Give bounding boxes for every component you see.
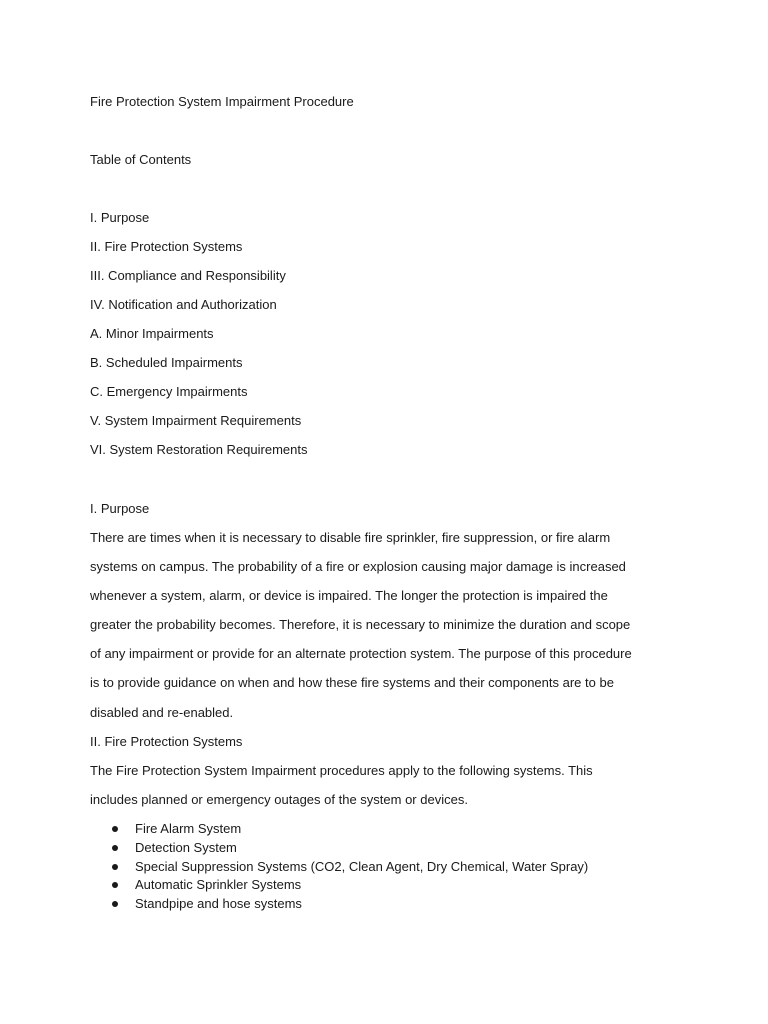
toc-item: C. Emergency Impairments (90, 384, 248, 399)
toc-item: IV. Notification and Authorization (90, 297, 277, 312)
list-item: Fire Alarm System (90, 821, 588, 840)
bullet-icon (112, 901, 118, 907)
list-item: Special Suppression Systems (CO2, Clean Agent, Dry Chemical, Water Spray) (90, 859, 588, 878)
paragraph-line: includes planned or emergency outages of the system or devices. (90, 792, 468, 807)
section-heading-purpose: I. Purpose (90, 501, 150, 516)
bullet-icon (112, 864, 118, 870)
paragraph-line: The Fire Protection System Impairment procedures apply to the following systems. This (90, 763, 593, 778)
toc-item: I. Purpose (90, 210, 150, 225)
toc-item: III. Compliance and Responsibility (90, 268, 286, 283)
section-heading-fire-protection-systems: II. Fire Protection Systems (90, 734, 243, 749)
toc-item: B. Scheduled Impairments (90, 355, 243, 370)
list-item: Detection System (90, 840, 588, 859)
paragraph-line: whenever a system, alarm, or device is impaired. The longer the protection is impaired the (90, 588, 608, 603)
systems-bullet-list (90, 821, 588, 915)
list-item: Automatic Sprinkler Systems (90, 877, 588, 896)
bullet-icon (112, 845, 118, 851)
paragraph-line: greater the probability becomes. Therefore, it is necessary to minimize the duration and scope (90, 617, 631, 632)
paragraph-line: of any impairment or provide for an alternate protection system. The purpose of this procedure (90, 646, 632, 661)
paragraph-line: There are times when it is necessary to disable fire sprinkler, fire suppression, or fire alarm (90, 530, 611, 545)
paragraph-line: disabled and re-enabled. (90, 705, 234, 720)
toc-item: II. Fire Protection Systems (90, 239, 243, 254)
paragraph-line: is to provide guidance on when and how these fire systems and their components are to be (90, 675, 614, 690)
toc-item: VI. System Restoration Requirements (90, 442, 308, 457)
toc-item: V. System Impairment Requirements (90, 413, 302, 428)
bullet-icon (112, 826, 118, 832)
paragraph-line: systems on campus. The probability of a fire or explosion causing major damage is increased (90, 559, 626, 574)
toc-heading: Table of Contents (90, 152, 192, 167)
bullet-icon (112, 882, 118, 888)
toc-item: A. Minor Impairments (90, 326, 214, 341)
list-item: Standpipe and hose systems (90, 896, 588, 915)
document-title: Fire Protection System Impairment Procedure (90, 94, 354, 109)
